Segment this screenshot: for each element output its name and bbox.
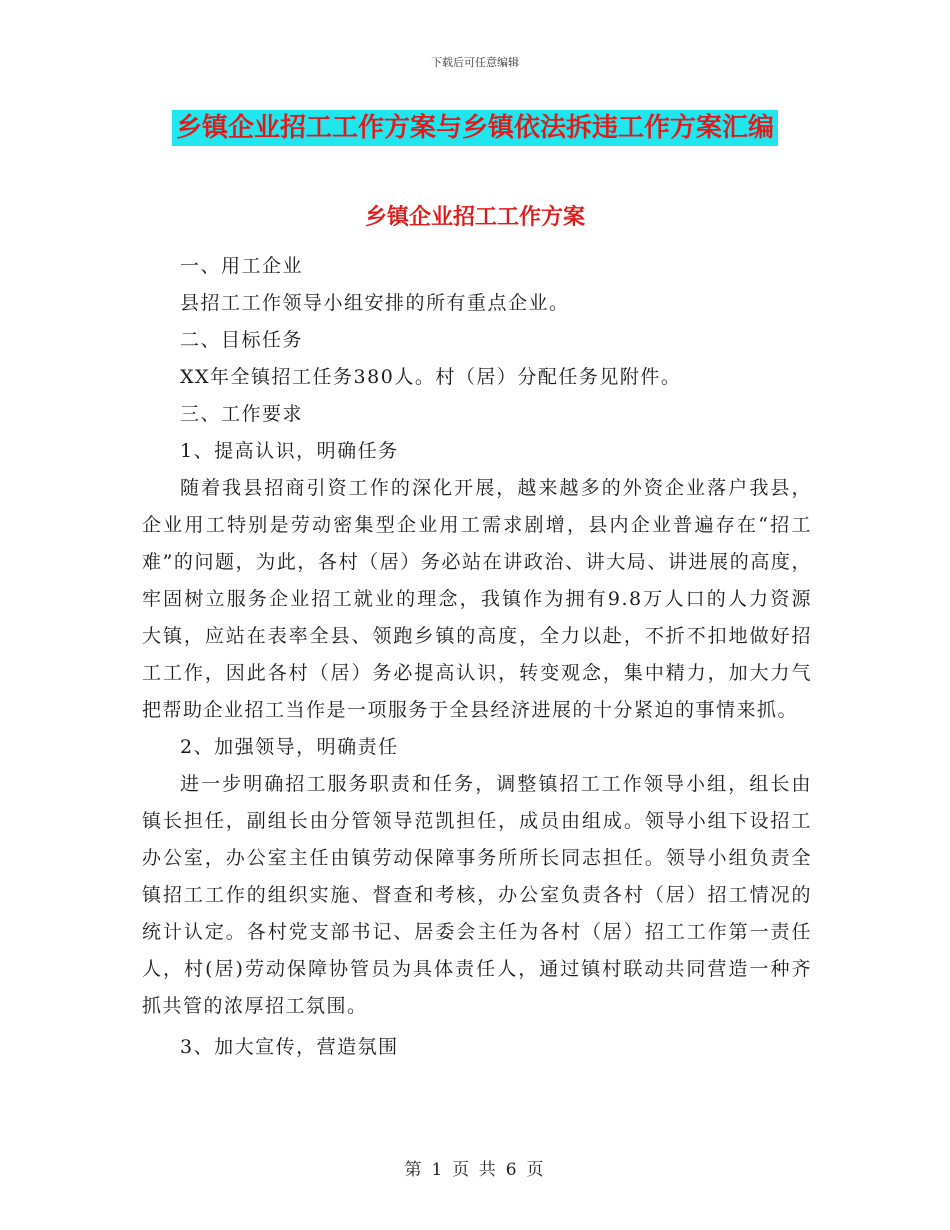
section-title: 乡镇企业招工工作方案 [364,205,585,230]
heading-employers: 一、用工企业 [180,255,304,277]
heading-targets: 二、目标任务 [180,329,304,351]
document-main-title: 乡镇企业招工工作方案与乡镇依法拆违工作方案汇编 [172,110,778,146]
footer-prefix: 第 [404,1160,424,1180]
main-title-container [0,110,950,146]
subheading-publicity: 3、加大宣传，营造氛围 [180,1036,399,1058]
footer-suffix: 页 [526,1160,546,1180]
paragraph-employers: 县招工工作领导小组安排的所有重点企业。 [180,292,570,314]
page-header-note: 下载后可任意编辑 [431,56,519,69]
document-body [142,248,812,1066]
page-footer [0,1155,950,1180]
heading-requirements: 三、工作要求 [180,403,304,425]
subheading-leadership: 2、加强领导，明确责任 [180,736,399,758]
footer-mid: 页 共 [452,1160,498,1180]
page-total-number: 6 [505,1160,519,1180]
subheading-awareness: 1、提高认识，明确任务 [180,440,399,462]
paragraph-awareness: 随着我县招商引资工作的深化开展，越来越多的外资企业落户我县，企业用工特别是劳动密集型企业用工需求剧增，县内企业普遍存在“招工难”的问题，为此，各村（居）务必站在讲政治、讲大局、讲进展的高度，牢固树立服务企业招工就业的理念，我镇作为拥有9.8万人口的人力资源大镇，应站在表率全县、领跑乡镇的高度，全力以赴，不折不扣地做好招工工作，因此各村（居）务必提高认识，转变观念，集中精力，加大力气把帮助企业招工当作是一项服务于全县经济进展的十分紧迫的事情来抓。 [142,477,812,721]
paragraph-leadership: 进一步明确招工服务职责和任务，调整镇招工工作领导小组，组长由镇长担任，副组长由分管领导范凯担任，成员由组成。领导小组下设招工办公室，办公室主任由镇劳动保障事务所所长同志担任。领导小组负责全镇招工工作的组织实施、督查和考核，办公室负责各村（居）招工情况的统计认定。各村党支部书记、居委会主任为各村（居）招工工作第一责任人，村(居)劳动保障协管员为具体责任人，通过镇村联动共同营造一种齐抓共管的浓厚招工氛围。 [142,773,812,1017]
page-current-number: 1 [431,1160,445,1180]
paragraph-targets: XX年全镇招工任务380人。村（居）分配任务见附件。 [180,366,682,388]
